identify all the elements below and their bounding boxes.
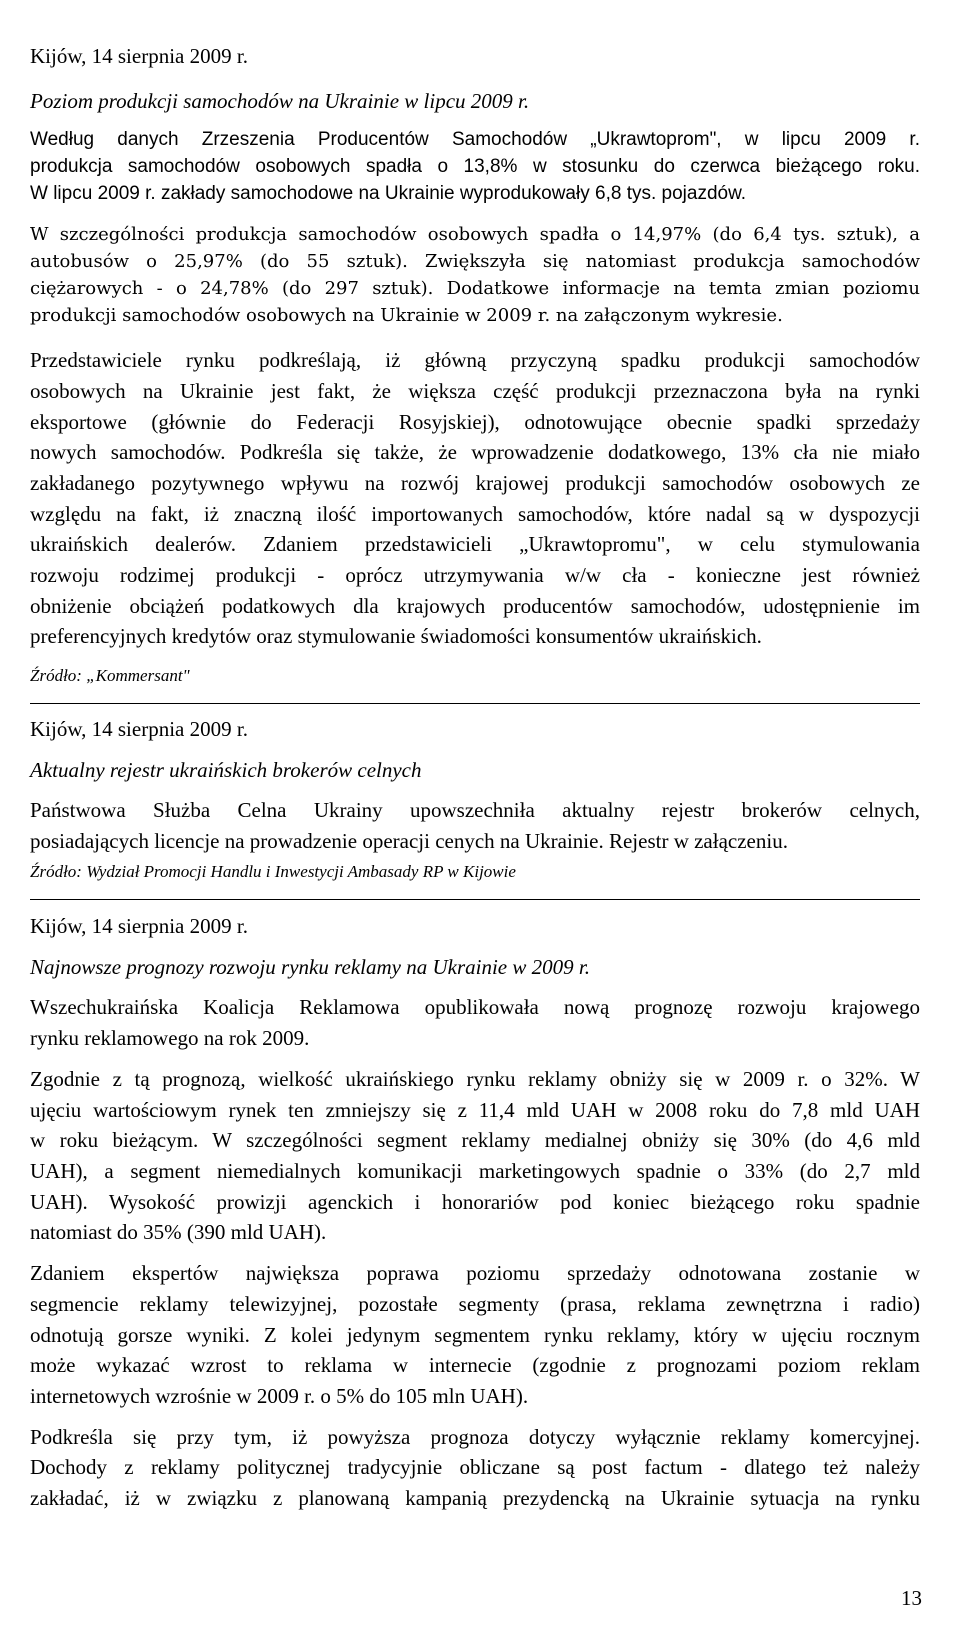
paragraph-line: natomiast do 35% (390 mld UAH). (30, 1220, 327, 1244)
paragraph-line: UAH). Wysokość prowizji agenckich i honorariów pod koniec bieżącego roku spadnie (30, 1190, 920, 1214)
source-note: Źródło: „Kommersant" (30, 666, 190, 685)
paragraph-line: ujęciu wartościowym rynek ten zmniejszy się z 11,4 mld UAH w 2008 roku do 7,8 mld UAH (30, 1098, 920, 1122)
paragraph-line: Przedstawiciele rynku podkreślają, iż główną przyczyną spadku produkcji samochodów (30, 348, 920, 372)
paragraph-line: rozwoju rodzimej produkcji - oprócz utrzymywania w/w cła - konieczne jest również (30, 563, 920, 587)
section-date: Kijów, 14 sierpnia 2009 r. (30, 717, 248, 741)
section-title: Najnowsze prognozy rozwoju rynku reklamy na Ukrainie w 2009 r. (30, 955, 590, 979)
paragraph-line: względu na fakt, iż znaczną ilość importowanych samochodów, które nadal są w dyspozycji (30, 502, 920, 526)
paragraph-line: zakładanego pozytywnego wpływu na rozwój krajowej produkcji samochodów osobowych ze (30, 471, 920, 495)
paragraph-line: Według danych Zrzeszenia Producentów Samochodów „Ukrawtoprom", w lipcu 2009 r. (30, 129, 920, 150)
paragraph-line: zakładać, iż w związku z planowaną kampanią prezydencką na Ukrainie sytuacja na rynku (30, 1486, 920, 1510)
section-title: Aktualny rejestr ukraińskich brokerów celnych (30, 758, 422, 782)
paragraph-line: Zdaniem ekspertów największa poprawa poziomu sprzedaży odnotowana zostanie w (30, 1261, 920, 1285)
paragraph-line: ukraińskich dealerów. Zdaniem przedstawicieli „Ukrawtopromu", w celu stymulowania (30, 532, 920, 556)
paragraph-line: Państwowa Służba Celna Ukrainy upowszechniła aktualny rejestr brokerów celnych, (30, 798, 920, 822)
paragraph-line: rynku reklamowego na rok 2009. (30, 1026, 310, 1050)
section-title: Poziom produkcji samochodów na Ukrainie w lipcu 2009 r. (30, 89, 530, 113)
paragraph-line: W szczególności produkcja samochodów osobowych spadła o 14,97% (do 6,4 tys. sztuk), a (30, 224, 920, 245)
page-number: 13 (901, 1586, 922, 1610)
paragraph-line: odnotują gorsze wyniki. Z kolei jedynym segmentem rynku reklamy, który w ujęciu rocznym (30, 1323, 920, 1347)
paragraph-line: internetowych wzrośnie w 2009 r. o 5% do 105 mln UAH). (30, 1384, 529, 1408)
section-divider (30, 703, 920, 704)
paragraph-line: Podkreśla się przy tym, iż powyższa prognoza dotyczy wyłącznie reklamy komercyjnej. (30, 1425, 920, 1449)
paragraph-line: może wykazać wzrost to reklama w internecie (zgodnie z prognozami poziom reklam (30, 1353, 920, 1377)
paragraph-line: W lipcu 2009 r. zakłady samochodowe na Ukrainie wyprodukowały 6,8 tys. pojazdów. (30, 183, 747, 204)
paragraph-line: UAH), a segment niemedialnych komunikacji marketingowych spadnie o 33% (do 2,7 mld (30, 1159, 920, 1183)
paragraph-line: osobowych na Ukrainie jest fakt, że większa część produkcji przeznaczona była na rynki (30, 379, 920, 403)
section-date: Kijów, 14 sierpnia 2009 r. (30, 914, 248, 938)
paragraph-line: Zgodnie z tą prognozą, wielkość ukraińskiego rynku reklamy obniży się w 2009 r. o 32%. W (30, 1067, 920, 1091)
paragraph-line: w roku bieżącym. W szczególności segment reklamy medialnej obniży się 30% (do 4,6 mld (30, 1128, 920, 1152)
section-date: Kijów, 14 sierpnia 2009 r. (30, 44, 248, 68)
paragraph-line: produkcji samochodów osobowych na Ukrainie w 2009 r. na załączonym wykresie. (30, 305, 783, 326)
paragraph-line: segmencie reklamy telewizyjnej, pozostałe segmenty (prasa, reklama zewnętrzna i radio) (30, 1292, 920, 1316)
paragraph-line: autobusów o 25,97% (do 55 sztuk). Zwiększyła się natomiast produkcja samochodów (30, 251, 920, 272)
paragraph-line: obniżenie obciążeń podatkowych dla krajowych producentów samochodów, udostępnienie im (30, 594, 920, 618)
paragraph-line: Wszechukraińska Koalicja Reklamowa opublikowała nową prognozę rozwoju krajowego (30, 995, 920, 1019)
paragraph-line: preferencyjnych kredytów oraz stymulowanie świadomości konsumentów ukraińskich. (30, 624, 762, 648)
paragraph-line: nowych samochodów. Podkreśla się także, że wprowadzenie dodatkowego, 13% cła nie miało (30, 440, 920, 464)
paragraph-line: produkcja samochodów osobowych spadła o 13,8% w stosunku do czerwca bieżącego roku. (30, 156, 920, 177)
source-note: Źródło: Wydział Promocji Handlu i Inwestycji Ambasady RP w Kijowie (30, 862, 516, 881)
paragraph-line: posiadających licencje na prowadzenie operacji cenych na Ukrainie. Rejestr w załączeniu. (30, 829, 788, 853)
paragraph-line: eksportowe (głównie do Federacji Rosyjskiej), odnotowujące obecnie spadki sprzedaży (30, 410, 920, 434)
section-divider (30, 899, 920, 900)
paragraph-line: ciężarowych - o 24,78% (do 297 sztuk). Dodatkowe informacje na temta zmian poziomu (30, 278, 920, 299)
paragraph-line: Dochody z reklamy politycznej tradycyjnie obliczane są post factum - dlatego też należy (30, 1455, 920, 1479)
